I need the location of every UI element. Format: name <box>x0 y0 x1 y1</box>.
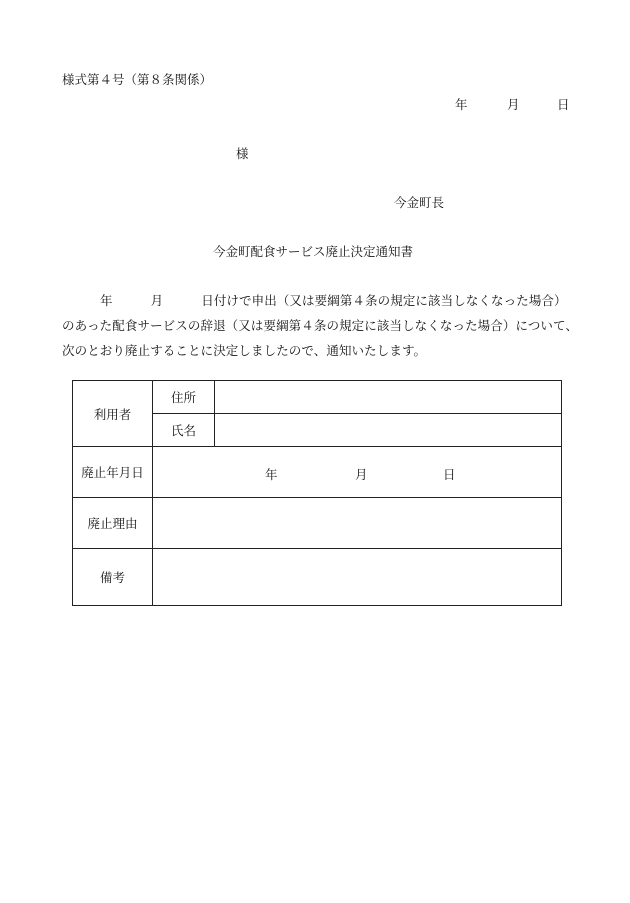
issue-date-month: 月 <box>507 97 520 112</box>
abolish-date-month: 月 <box>355 467 368 482</box>
body-line-3: 次のとおり廃止することに決定しましたので、通知いたします。 <box>62 343 427 358</box>
abolish-date-field[interactable] <box>153 447 562 498</box>
body-month: 月 <box>150 293 164 308</box>
form-number: 様式第４号（第８条関係） <box>62 72 213 87</box>
body-line-1 <box>62 291 567 309</box>
addressee-suffix: 様 <box>236 146 249 161</box>
reason-field[interactable] <box>153 498 562 549</box>
notice-table <box>72 380 562 606</box>
abolish-date-label: 廃止年月日 <box>73 447 153 498</box>
issue-date-year: 年 <box>455 97 468 112</box>
address-field[interactable] <box>215 381 562 414</box>
body-year: 年 <box>100 293 113 308</box>
reason-label: 廃止理由 <box>73 498 153 549</box>
issuer: 今金町長 <box>394 195 445 210</box>
document-title: 今金町配食サービス廃止決定通知書 <box>213 244 414 259</box>
name-field[interactable] <box>215 414 562 447</box>
remarks-label: 備考 <box>73 549 153 606</box>
abolish-date-year: 年 <box>265 467 278 482</box>
address-label: 住所 <box>153 381 215 414</box>
user-label: 利用者 <box>73 381 153 447</box>
body-line-2: のあった配食サービスの辞退（又は要綱第４条の規定に該当しなくなった場合）について、 <box>62 318 578 333</box>
name-label: 氏名 <box>153 414 215 447</box>
abolish-date-day: 日 <box>443 467 456 482</box>
remarks-field[interactable] <box>153 549 562 606</box>
body-text-1: 日付けで申出（又は要綱第４条の規定に該当しなくなった場合） <box>201 293 567 308</box>
issue-date-day: 日 <box>557 97 570 112</box>
